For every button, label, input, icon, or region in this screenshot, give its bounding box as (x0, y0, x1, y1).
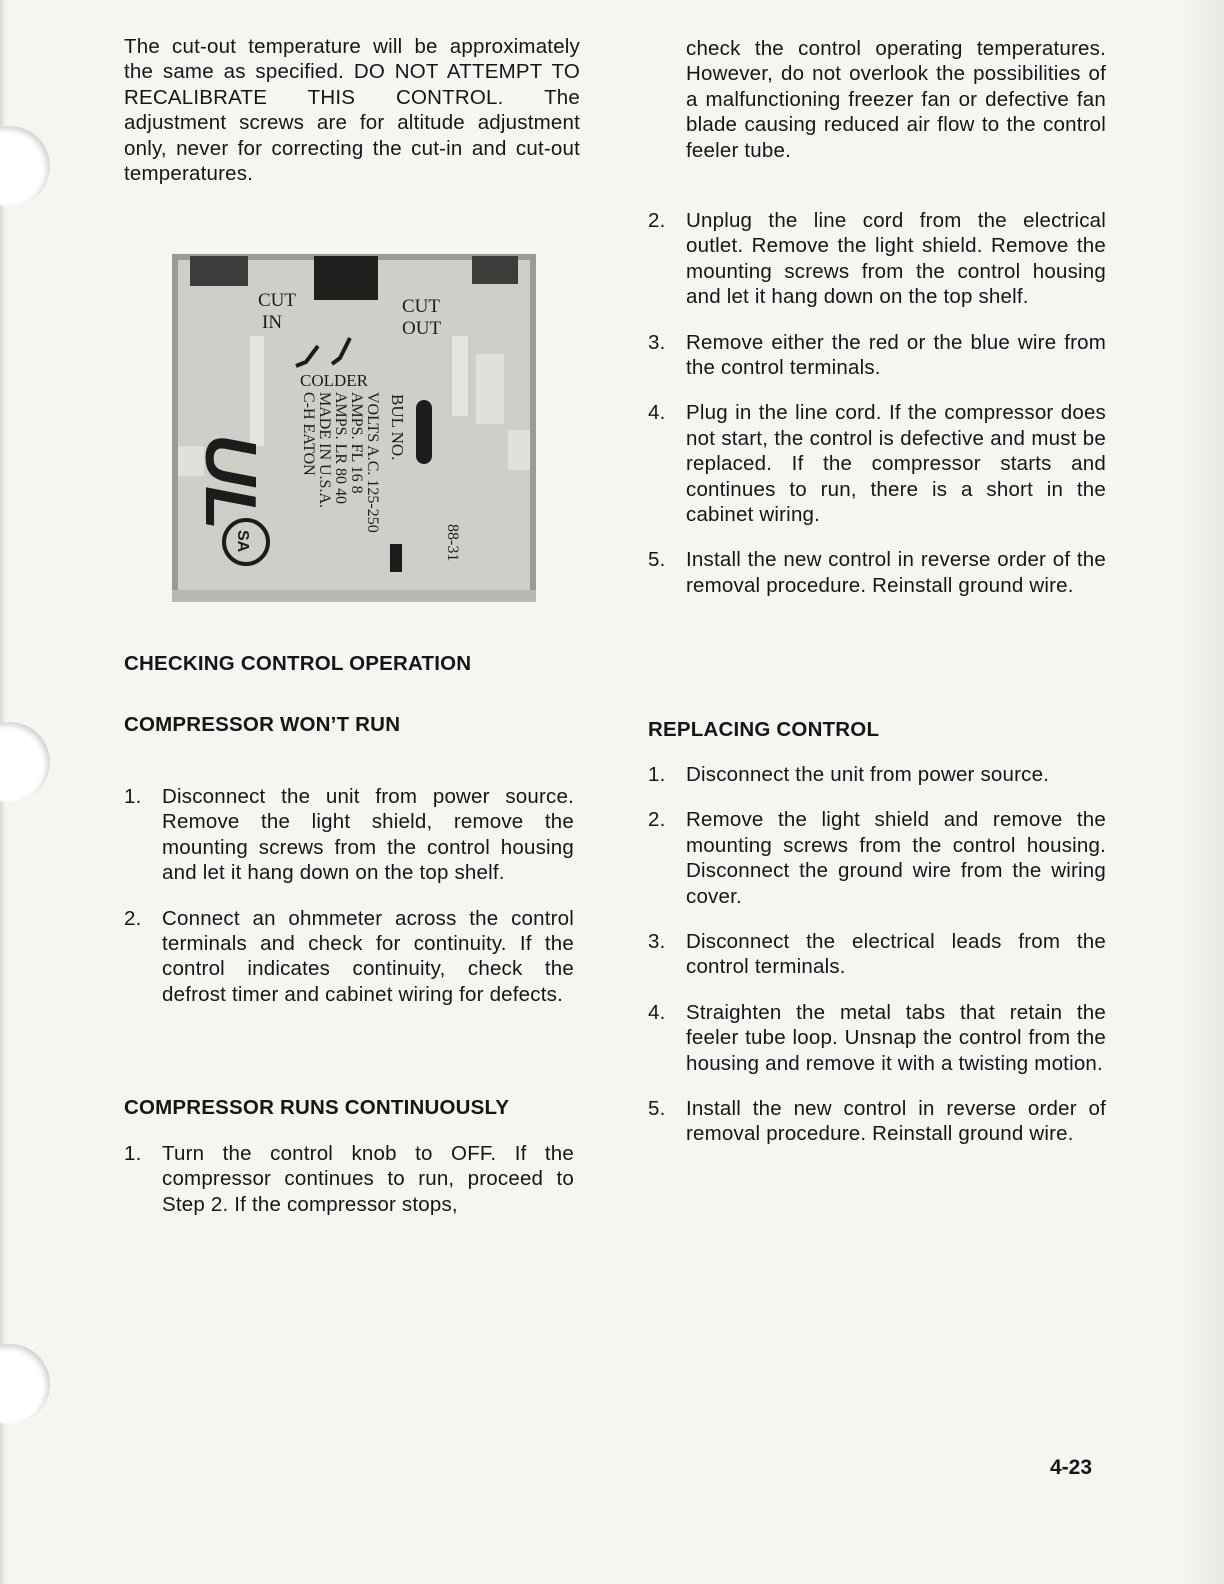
replacing-step-1 (648, 762, 1106, 787)
step-number: 5. (648, 1097, 666, 1121)
wont-run-steps (124, 784, 574, 1007)
left-column (124, 34, 580, 186)
binder-hole-bottom (0, 1344, 50, 1424)
photo-rating-line-2: AMPS. FL 16 8 (348, 392, 365, 494)
continued-step-3 (648, 330, 1106, 381)
step-text: Disconnect the unit from power source. (686, 763, 1050, 786)
wont-run-step-2 (124, 906, 574, 1008)
photo-label-cut-out-1: CUT (402, 296, 440, 317)
runs-continuously-steps (124, 1141, 574, 1217)
continued-steps (648, 208, 1106, 598)
step-text: Install the new control in reverse order of removal procedure. Reinstall ground wire. (686, 1097, 1106, 1146)
step-number: 2. (648, 808, 666, 832)
step-text: Turn the control knob to OFF. If the compressor continues to run, proceed to Step 2. If the compressor stops, (162, 1142, 574, 1216)
step-number: 1. (124, 785, 142, 808)
photo-label-cut-out-2: OUT (402, 318, 442, 339)
step-text: Straighten the metal tabs that retain the feeler tube loop. Unsnap the control from the housing and remove it with a twisting motion. (686, 1000, 1106, 1075)
runs-continuously-step-1 (124, 1141, 574, 1217)
step-text: Disconnect the electrical leads from the control terminals. (686, 930, 1106, 979)
replacing-control-heading: REPLACING CONTROL (648, 718, 880, 741)
photo-rating-line-5: C-H EATON (300, 392, 317, 476)
photo-bul-no: BUL NO. (388, 394, 407, 461)
step-text: Plug in the line cord. If the compressor does not start, the control is defective and must be replaced. If the compressor starts and continues to run, there is a short in the cabinet wiring. (686, 401, 1106, 527)
photo-label-cut-in-2: IN (262, 312, 283, 333)
replacing-step-2 (648, 807, 1106, 909)
replacing-step-3 (648, 929, 1106, 980)
page-right-edge (1184, 0, 1224, 1584)
checking-control-operation-heading: CHECKING CONTROL OPERATION (124, 652, 472, 675)
continued-step-4 (648, 400, 1106, 527)
page-number: 4-23 (1050, 1456, 1093, 1479)
replacing-steps (648, 762, 1106, 1147)
continued-step-5 (648, 547, 1106, 598)
binder-hole-middle (0, 722, 50, 802)
step-text: Remove either the red or the blue wire from the control terminals. (686, 330, 1106, 380)
photo-csa-mark-letters: SA (234, 530, 251, 553)
intro-paragraph: The cut-out temperature will be approximately the same as specified. DO NOT ATTEMPT TO RECALIBRATE THIS CONTROL. The adjustment screws are for altitude adjustment only, never for correcting the cut-in and cut-out temperatures. (124, 35, 580, 186)
step-text: Remove the light shield and remove the mounting screws from the control housing. Disconnect the ground wire from the wiring cover. (686, 808, 1106, 908)
photo-ul-mark: UL (190, 434, 270, 530)
step-number: 2. (124, 906, 142, 930)
step-number: 3. (648, 330, 666, 354)
photo-label-cut-in-1: CUT (258, 290, 296, 311)
photo-rating-line-4: MADE IN U.S.A. (316, 392, 333, 508)
control-photo (172, 254, 536, 602)
step-text: Install the new control in reverse order of the removal procedure. Reinstall ground wire. (686, 548, 1106, 597)
photo-rating-line-1: VOLTS A.C. 125-250 (364, 392, 381, 533)
step-number: 1. (124, 1142, 142, 1165)
compressor-runs-continuously-heading: COMPRESSOR RUNS CONTINUOUSLY (124, 1096, 510, 1119)
photo-label-colder: COLDER (300, 371, 368, 390)
step-text: Disconnect the unit from power source. Remove the light shield, remove the mounting screws from the control housing and let it hang down on the top shelf. (162, 785, 574, 885)
continuation-paragraph: check the control operating temperatures. However, do not overlook the possibilities of a malfunctioning freezer fan or defective fan blade causing reduced air flow to the control feeler tube. (686, 37, 1106, 162)
step-number: 3. (648, 930, 666, 954)
photo-date-code: 88-31 (444, 524, 461, 562)
compressor-wont-run-heading: COMPRESSOR WON’T RUN (124, 713, 401, 736)
binder-hole-top (0, 126, 50, 206)
photo-rating-line-3: AMPS. LR 80 40 (332, 392, 349, 505)
step-number: 4. (648, 401, 666, 425)
replacing-step-5 (648, 1096, 1106, 1147)
step-text: Connect an ohmmeter across the control terminals and check for continuity. If the control indicates continuity, check the defrost timer and cabinet wiring for defects. (162, 906, 574, 1006)
step-number: 1. (648, 763, 666, 786)
continued-step-2 (648, 208, 1106, 310)
step-number: 5. (648, 548, 666, 572)
step-number: 4. (648, 1000, 666, 1024)
wont-run-step-1 (124, 784, 574, 886)
step-number: 2. (648, 209, 666, 232)
step-text: Unplug the line cord from the electrical outlet. Remove the light shield. Remove the mounting screws from the control housing and let it hang down on the top shelf. (686, 209, 1106, 309)
replacing-step-4 (648, 1000, 1106, 1076)
